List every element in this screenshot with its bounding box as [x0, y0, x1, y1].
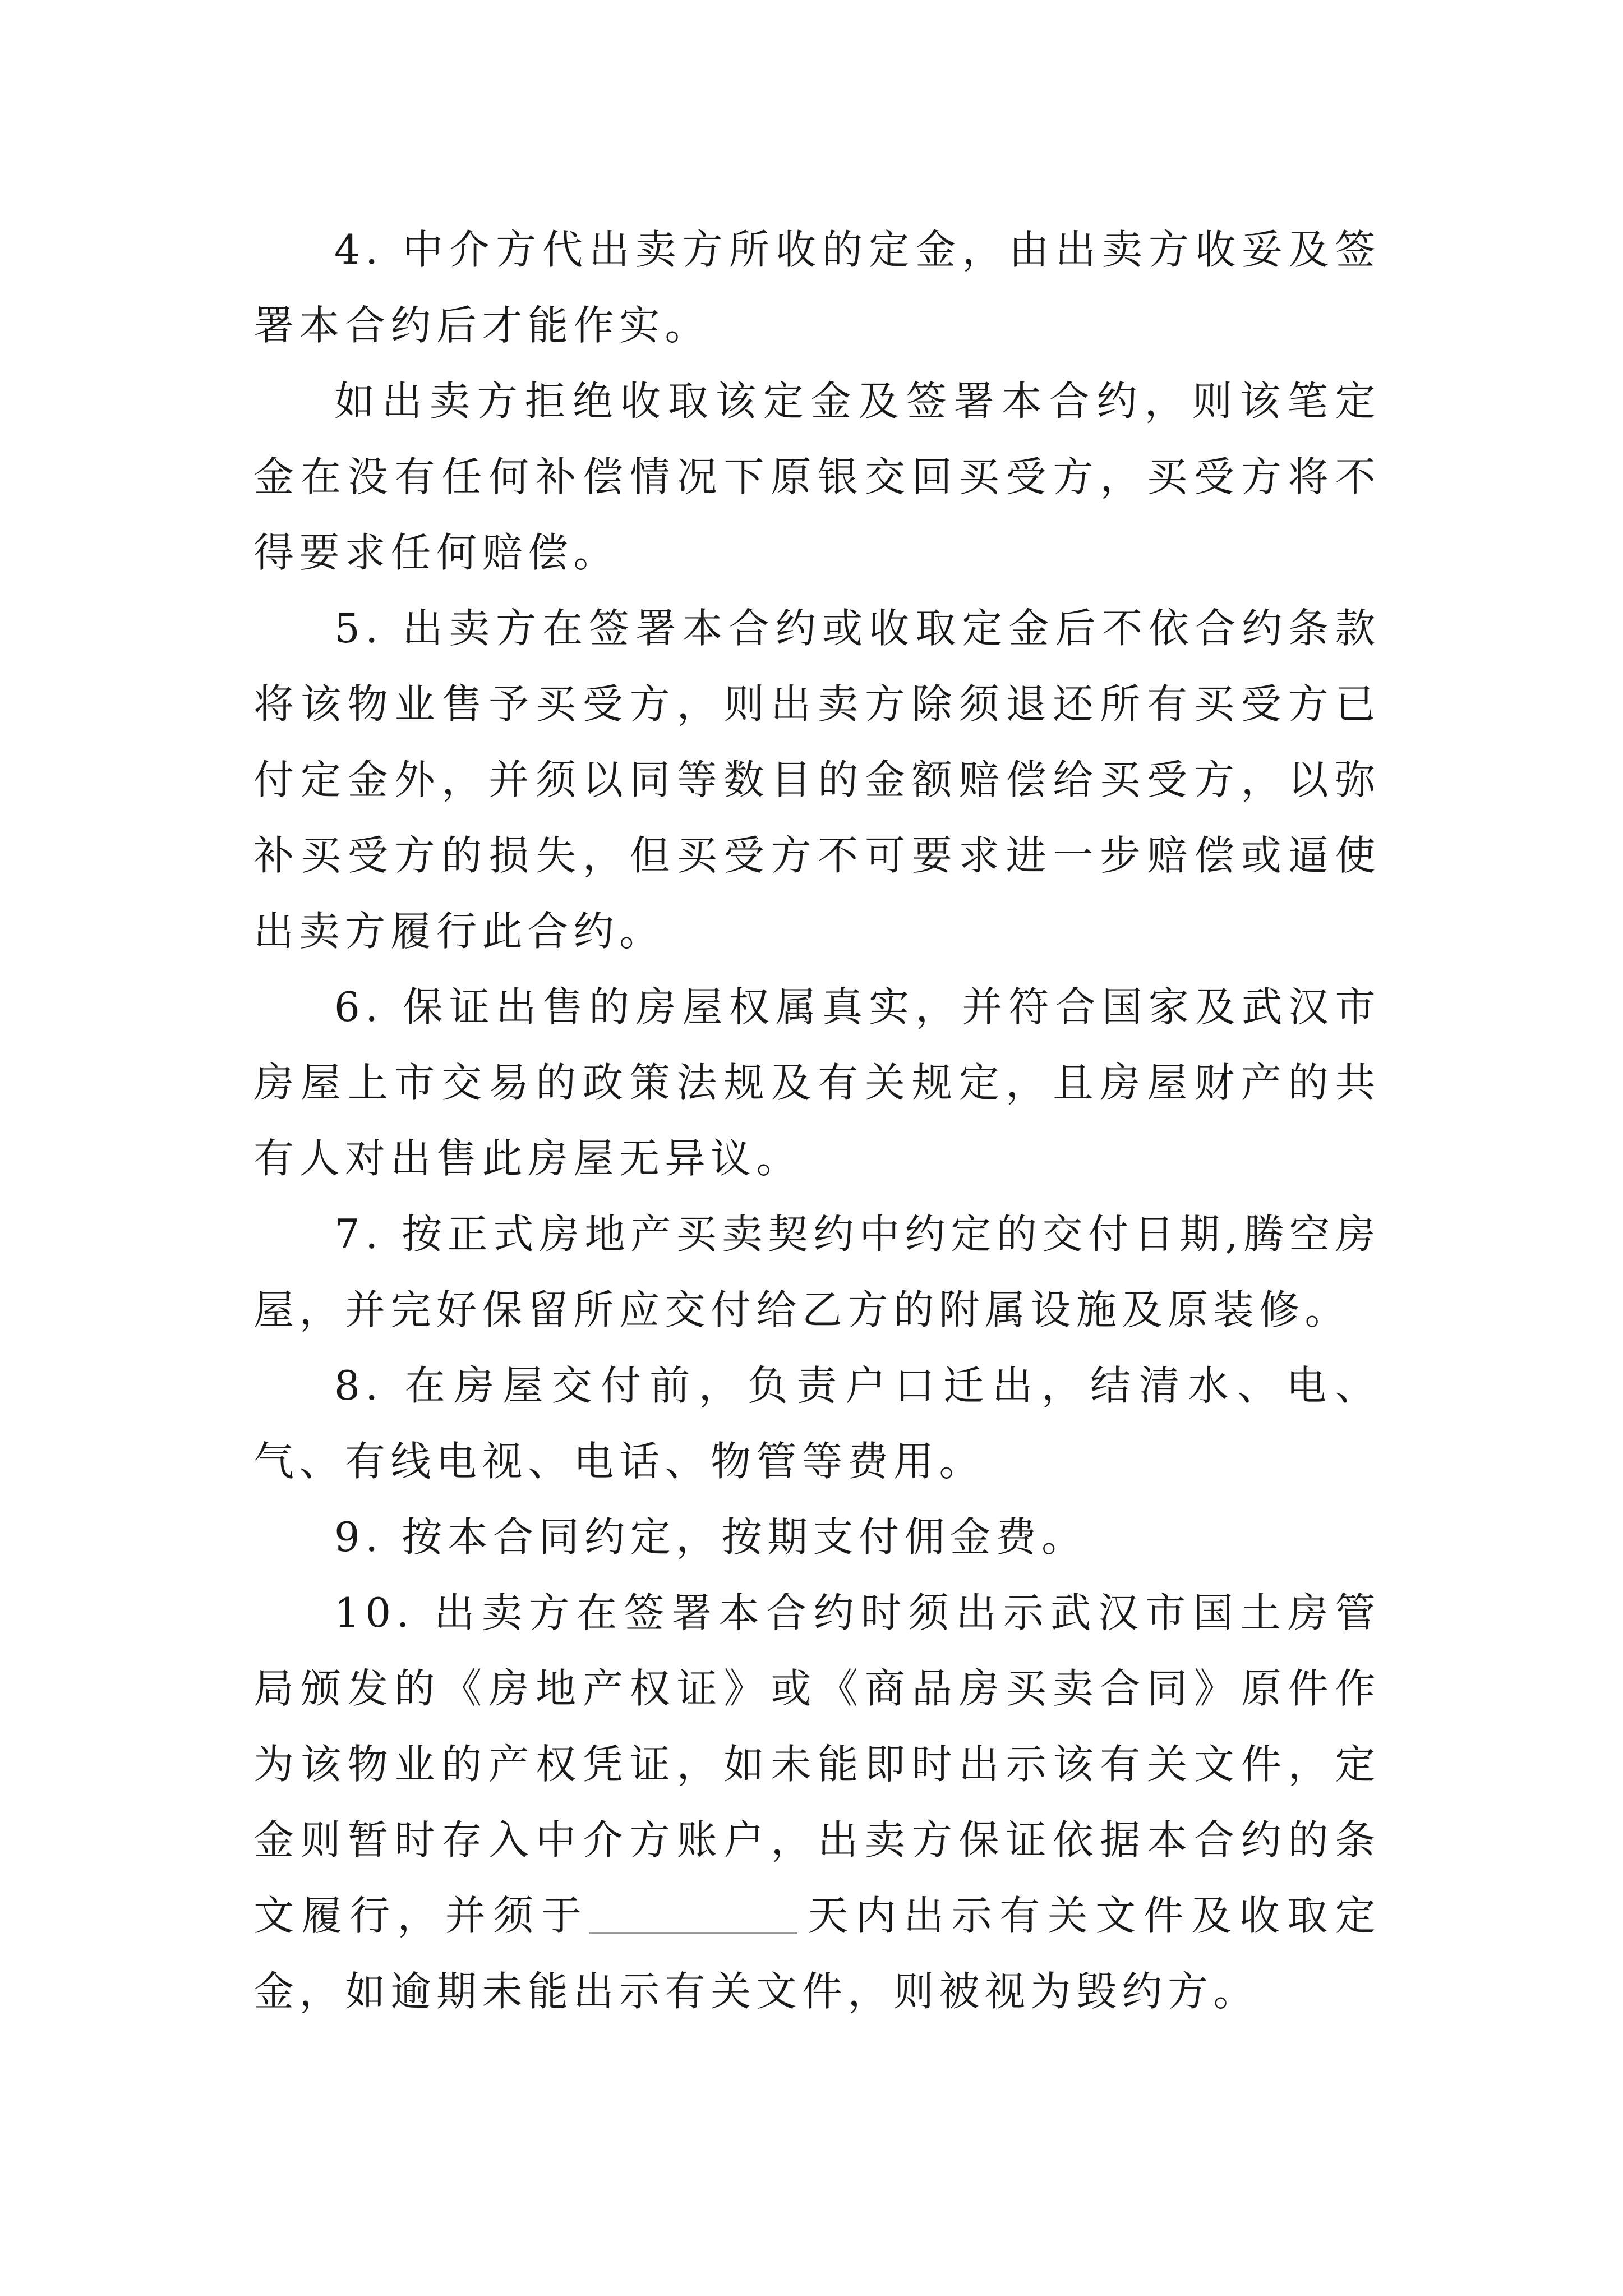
clause-10-part1: 10. 出卖方在签署本合约时须出示武汉市国土房管局颁发的《房地产权证》或《商品房买卖合同》原件作为该物业的产权凭证，如未能即时出示该有关文件，定金则暂时存入中介方账户，出卖方保证依据本合约的条文履行，并须于	[253, 1589, 1381, 1939]
clause-4: 4. 中介方代出卖方所收的定金，由出卖方收妥及签署本合约后才能作实。	[253, 226, 1381, 349]
days-blank-line[interactable]	[589, 1892, 797, 1934]
clause-9: 9. 按本合同约定，按期支付佣金费。	[334, 1513, 1087, 1561]
contract-text	[253, 212, 1381, 2030]
clause-4-continuation: 如出卖方拒绝收取该定金及签署本合约，则该笔定金在没有任何补偿情况下原银交回买受方，买受方将不得要求任何赔偿。	[253, 378, 1381, 576]
clause-10-part2: 天内出示有关文件及收取定金，如逾期未能出示有关文件，则被视为毁约方。	[253, 1892, 1381, 2015]
clause-6: 6. 保证出售的房屋权属真实，并符合国家及武汉市房屋上市交易的政策法规及有关规定，且房屋财产的共有人对出售此房屋无异议。	[253, 983, 1381, 1182]
clause-5: 5. 出卖方在签署本合约或收取定金后不依合约条款将该物业售予买受方，则出卖方除须退还所有买受方已付定金外，并须以同等数目的金额赔偿给买受方，以弥补买受方的损失，但买受方不可要求进一步赔偿或逼使出卖方履行此合约。	[253, 605, 1381, 955]
clause-10	[253, 1575, 1381, 2030]
clause-7: 7. 按正式房地产买卖契约中约定的交付日期,腾空房屋，并完好保留所应交付给乙方的附属设施及原装修。	[253, 1211, 1381, 1333]
clause-8: 8. 在房屋交付前，负责户口迁出，结清水、电、气、有线电视、电话、物管等费用。	[253, 1362, 1381, 1485]
